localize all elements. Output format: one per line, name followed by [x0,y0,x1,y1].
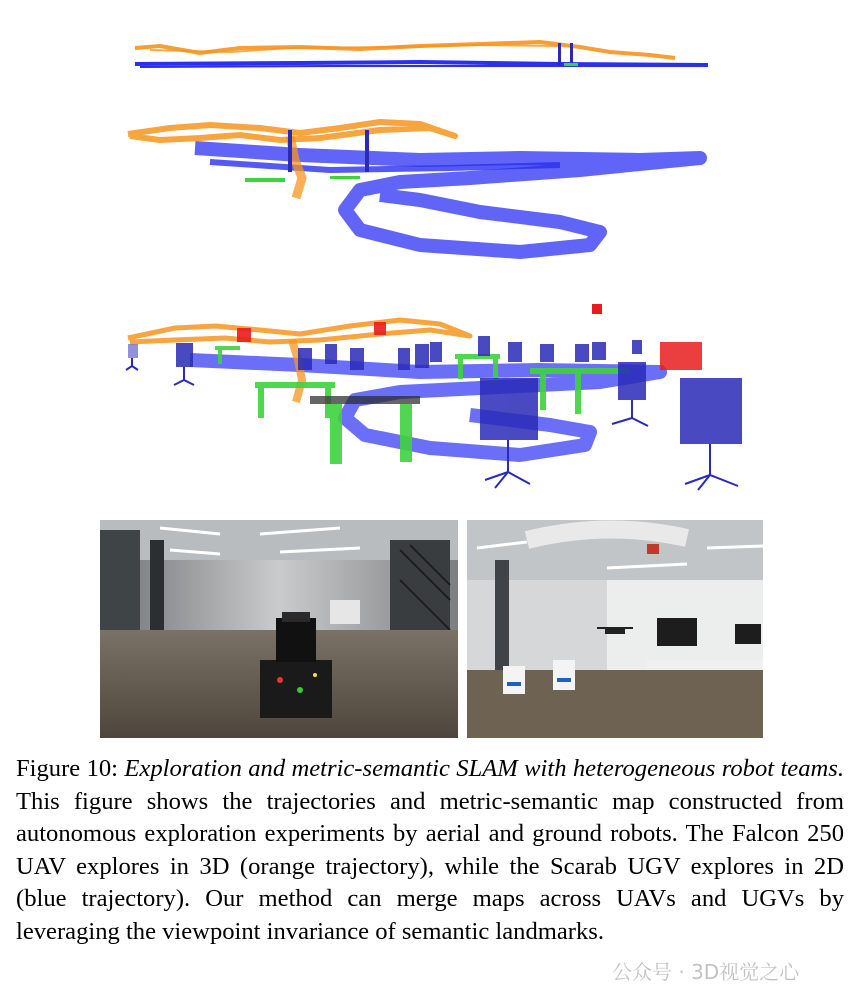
monitor [374,322,386,335]
panel-semantic-map [126,304,742,490]
monitor [592,304,602,314]
figure-caption [16,753,844,949]
monitor [237,328,251,342]
uav-trajectory-side [135,42,675,58]
figure-title: Exploration and metric-semantic SLAM with heterogeneous robot teams. [124,755,844,782]
uav-trajectory-map [128,320,470,342]
figure-body: This figure shows the trajectories and metric-semantic map constructed from autonomous exploration experiments by aerial and ground robots. The Falcon 250 UAV explores in 3D (orange trajectory), while the Scarab UGV explores in 2D (blue trajectory). Our method can merge maps across UAVs and UGVs by leveraging the viewpoint invariance of semantic landmarks. [16,787,844,945]
figure-label: Figure 10: [16,755,118,782]
panel-oblique-view [128,122,700,252]
wall-monitor [657,618,697,646]
ugv-trajectory-side [135,62,708,65]
panel-side-view [135,42,708,67]
photo-ugv-robot [100,520,458,738]
monitor [660,342,702,370]
photo-uav-lab [467,520,763,738]
watermark: 公众号 · 3D视觉之心 [612,960,800,984]
ugv-robot [260,660,332,718]
